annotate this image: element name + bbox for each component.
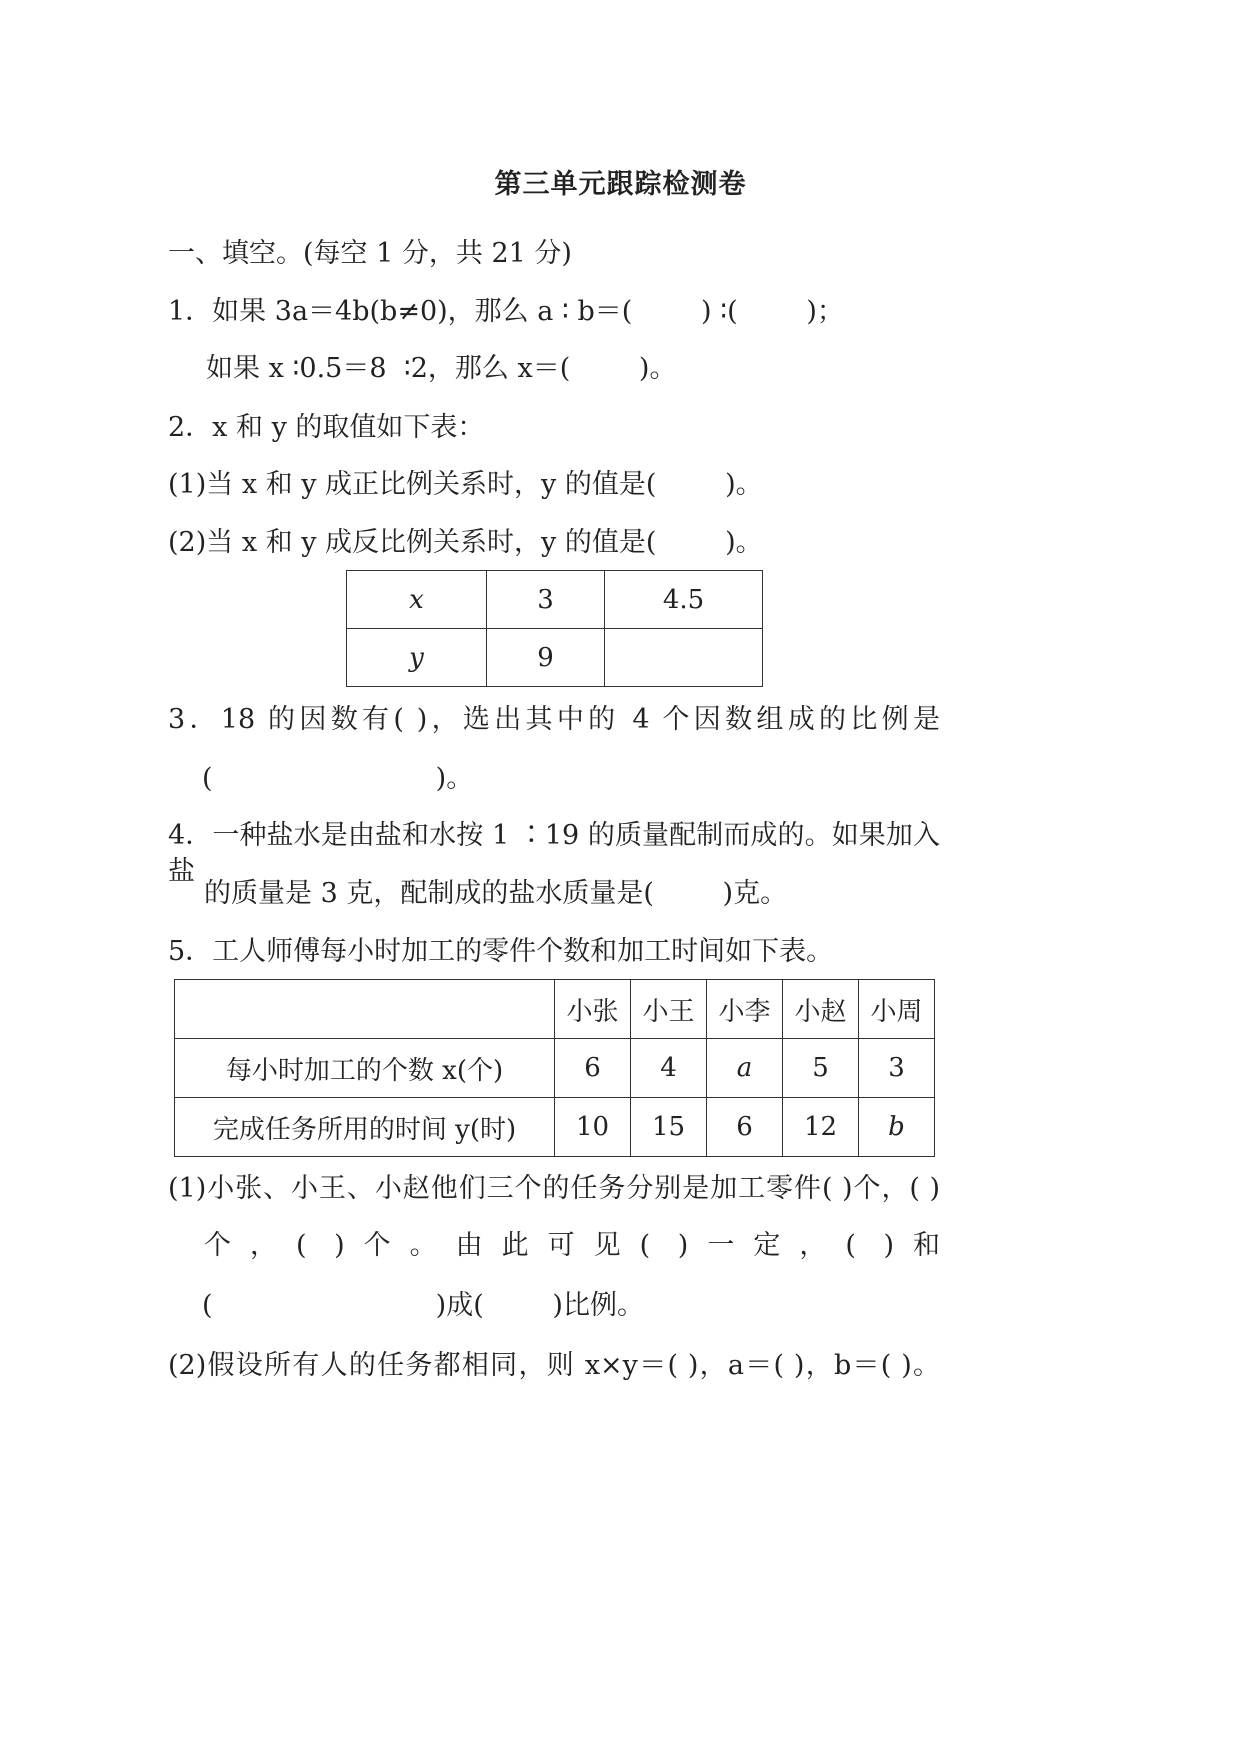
question-5-intro: 5．工人师傅每小时加工的零件个数和加工时间如下表。 xyxy=(168,936,834,967)
table-header-row xyxy=(175,980,935,1039)
question-1-line-1: 1．如果 3a＝4b(b≠0)，那么 a ∶ b＝( ) ∶( )； xyxy=(168,296,844,327)
table-row xyxy=(347,629,763,687)
table-row xyxy=(175,1098,935,1157)
table-cell: 6 xyxy=(707,1098,783,1157)
table-header-cell xyxy=(175,980,555,1039)
question-5-part-1-line-3: ( )成( )比例。 xyxy=(202,1290,644,1321)
table-cell: x xyxy=(347,571,487,629)
question-2-part-2: (2)当 x 和 y 成反比例关系时，y 的值是( )。 xyxy=(168,527,763,558)
table-cell: 4 xyxy=(631,1039,707,1098)
question-4-line-1: 4．一种盐水是由盐和水按 1 ∶19 的质量配制而成的。如果加入盐 xyxy=(168,820,940,887)
table-cell: a xyxy=(707,1039,783,1098)
question-3-line-2: ( )。 xyxy=(202,763,474,794)
table-row xyxy=(175,1039,935,1098)
table-header-cell: 小王 xyxy=(631,980,707,1039)
table-cell: 完成任务所用的时间 y(时) xyxy=(175,1098,555,1157)
question-1-line-2: 如果 x ∶0.5＝8 ∶2，那么 x＝( )。 xyxy=(206,353,677,384)
question-2-intro: 2．x 和 y 的取值如下表： xyxy=(168,412,485,443)
question-5-part-2: (2)假设所有人的任务都相同，则 x×y＝( )，a＝( )，b＝( )。 xyxy=(168,1350,940,1381)
table-cell: 4.5 xyxy=(605,571,763,629)
table-cell: 12 xyxy=(783,1098,859,1157)
question-5-part-1-line-2: 个，( )个。由此可见( )一定，( )和 xyxy=(204,1230,940,1261)
section-heading: 一、填空。(每空 1 分，共 21 分) xyxy=(168,238,572,269)
table-cell: 9 xyxy=(487,629,605,687)
question-4-line-2: 的质量是 3 克，配制成的盐水质量是( )克。 xyxy=(204,878,788,909)
table-cell: 6 xyxy=(555,1039,631,1098)
table-header-cell: 小张 xyxy=(555,980,631,1039)
table-cell: 每小时加工的个数 x(个) xyxy=(175,1039,555,1098)
table-cell: 10 xyxy=(555,1098,631,1157)
question-3-line-1: 3．18 的因数有( )，选出其中的 4 个因数组成的比例是 xyxy=(168,704,940,735)
table-header-cell: 小周 xyxy=(859,980,935,1039)
table-cell: y xyxy=(347,629,487,687)
table-header-cell: 小赵 xyxy=(783,980,859,1039)
xy-value-table xyxy=(346,570,763,687)
page-title: 第三单元跟踪检测卷 xyxy=(494,169,747,200)
table-cell: 3 xyxy=(859,1039,935,1098)
table-cell: 3 xyxy=(487,571,605,629)
question-5-part-1-line-1: (1)小张、小王、小赵他们三个的任务分别是加工零件( )个，( ) xyxy=(168,1173,940,1204)
table-row xyxy=(347,571,763,629)
table-cell xyxy=(605,629,763,687)
worker-table xyxy=(174,979,935,1157)
table-header-cell: 小李 xyxy=(707,980,783,1039)
table-cell: 5 xyxy=(783,1039,859,1098)
table-cell: b xyxy=(859,1098,935,1157)
question-2-part-1: (1)当 x 和 y 成正比例关系时，y 的值是( )。 xyxy=(168,469,763,500)
table-cell: 15 xyxy=(631,1098,707,1157)
